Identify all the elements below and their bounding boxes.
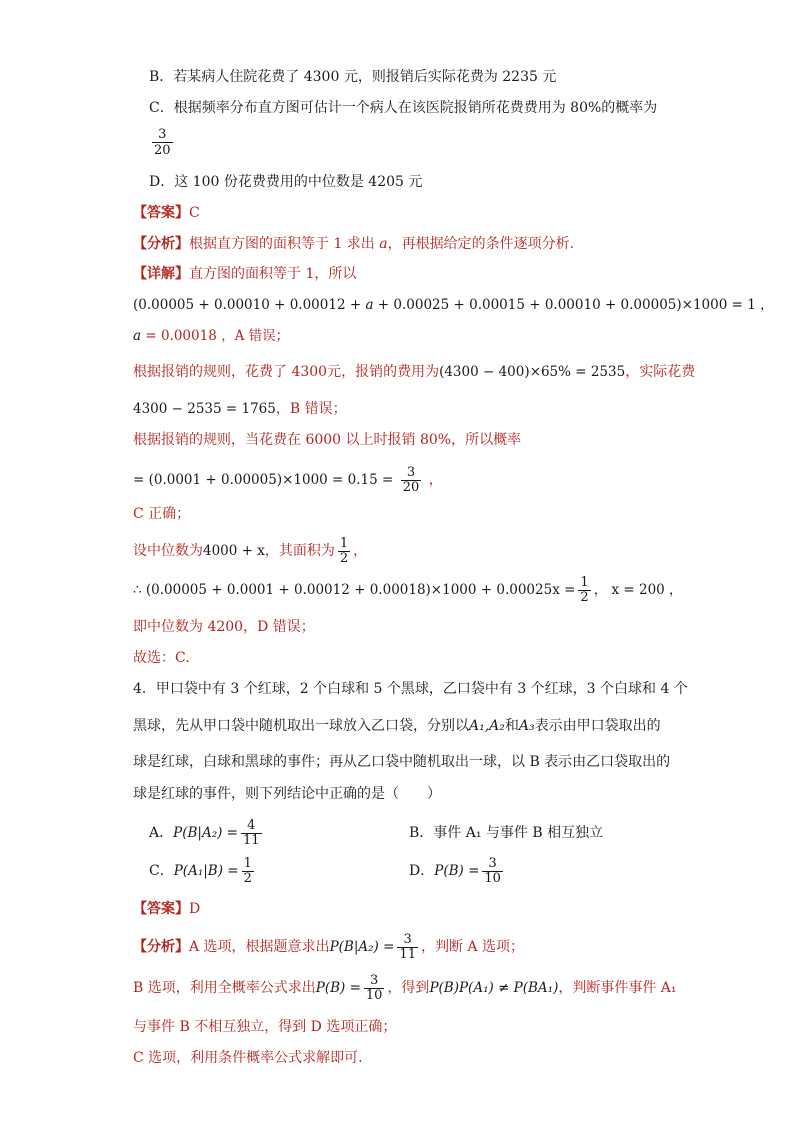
an2-math: P(B) =: [315, 980, 361, 996]
analysis-var: a: [379, 236, 388, 252]
q3-rule1: [133, 362, 695, 382]
fraction-numerator: 1: [339, 535, 349, 551]
q3-equation-1: [133, 295, 774, 315]
answer-value: C: [189, 205, 200, 221]
an1-fraction: [397, 933, 418, 962]
answer-tag: 【答案】: [133, 901, 189, 917]
rule1-math: (4300 − 400)×65% = 2535: [439, 364, 626, 380]
q4-analysis-line-4: C 选项，利用条件概率公式求解即可.: [133, 1050, 363, 1066]
rule1b-post: ，B 错误；: [275, 401, 347, 417]
detail-text: 直方图的面积等于 1，所以: [189, 266, 357, 282]
option-math: P(B|A₂) =: [173, 825, 238, 841]
fraction-numerator: 1: [243, 855, 252, 871]
stem2-vars: A₁,A₂: [469, 718, 505, 734]
fraction-numerator: 3: [482, 857, 503, 872]
an2-math2: P(B)P(A₁) ≠ P(BA₁): [429, 980, 559, 996]
q4-option-d: [409, 853, 506, 889]
fraction-numerator: 3: [397, 933, 418, 948]
q4-answer: [133, 899, 200, 919]
q4-analysis-line-3: 与事件 B 不相互独立，得到 D 选项正确；: [133, 1019, 397, 1035]
q3-probability: [133, 462, 443, 498]
median-pre: 设中位数为: [133, 543, 203, 559]
prob-post: ，: [428, 472, 443, 488]
q3-answer: [133, 203, 200, 223]
q3-equation-3: [133, 572, 683, 608]
prob-fraction: [401, 466, 422, 495]
q3-detail: [133, 264, 356, 284]
an2-mid: ，得到: [387, 980, 430, 996]
q4-analysis-line-1: [133, 929, 524, 965]
rule1-post: ，实际花费: [625, 364, 696, 380]
an1-math: P(B|A₂) =: [329, 939, 395, 955]
q4-stem-line-3: 球是红球，白球和黑球的事件；再从乙口袋中随机取出一球，以 B 表示由乙口袋取出的: [133, 754, 671, 770]
analysis-tag: 【分析】: [133, 236, 189, 252]
analysis-text: 根据直方图的面积等于 1 求出: [189, 236, 380, 252]
fraction-numerator: 3: [364, 974, 385, 989]
option-label: C．: [149, 863, 174, 879]
eq2-var: a: [133, 328, 142, 344]
analysis-tag: 【分析】: [133, 939, 189, 955]
fraction-denominator: 2: [243, 870, 252, 886]
q3-option-b: B．若某病人住院花费了 4300 元，则报销后实际花费为 2235 元: [149, 69, 557, 85]
option-fraction: [242, 857, 254, 886]
stem2-post: 表示由甲口袋取出的: [534, 718, 661, 734]
option-math: P(B) =: [434, 863, 480, 879]
fraction-denominator: 20: [402, 479, 420, 495]
q3-choose: 故选：C.: [133, 650, 190, 666]
an1-pre: A 选项，根据题意求出: [189, 939, 330, 955]
q4-stem-line-1: 4．甲口袋中有 3 个红球，2 个白球和 5 个黑球，乙口袋中有 3 个红球，3 个白球和 4 个: [133, 681, 688, 697]
option-label: D．: [409, 863, 435, 879]
q4-analysis-line-2: [133, 970, 677, 1006]
fraction-numerator: 3: [152, 127, 173, 143]
detail-tag: 【详解】: [133, 266, 189, 282]
q3-rule2: 根据报销的规则，当花费在 6000 以上时报销 80%，所以概率: [133, 432, 522, 448]
fraction-numerator: 4: [241, 819, 262, 834]
fraction-numerator: 1: [580, 575, 589, 590]
q4-option-b: B．事件 A₁ 与事件 B 相互独立: [409, 825, 604, 841]
q3-option-c: C．根据频率分布直方图可估计一个病人在该医院报销所花费费用为 80%的概率为: [149, 100, 658, 116]
q3-rule1-continued: [133, 399, 347, 419]
prob-math: = (0.0001 + 0.00005)×1000 = 0.15 =: [133, 472, 394, 488]
rule1-text: 根据报销的规则，花费了 4300元，报销的费用为: [133, 364, 440, 380]
q4-stem-line-2: [133, 716, 661, 736]
q3-option-d: D．这 100 份花费费用的中位数是 4205 元: [149, 174, 423, 190]
q3-median-result: 即中位数为 4200，D 错误；: [133, 619, 315, 635]
rule1b-math: 4300 − 2535 = 1765: [133, 401, 276, 417]
median-post: ，: [353, 543, 368, 559]
option-fraction: [241, 819, 262, 848]
fraction-denominator: 11: [242, 832, 260, 848]
stem2-var3: A₃: [518, 718, 535, 734]
stem2-and: 和: [504, 718, 519, 734]
median-mid: ，其面积为: [264, 543, 335, 559]
fraction-denominator: 11: [399, 946, 416, 962]
stem2-pre: 黑球，先从甲口袋中随机取出一球放入乙口袋，分别以: [133, 718, 469, 734]
eq3-fraction: [578, 576, 590, 605]
fraction-denominator: 2: [580, 590, 589, 605]
fraction-denominator: 10: [484, 870, 501, 886]
eq1-var: a: [365, 297, 374, 313]
q3-equation-2: [133, 326, 289, 346]
eq3-post: ， x = 200 ，: [593, 582, 683, 598]
fraction-denominator: 2: [339, 550, 349, 566]
answer-tag: 【答案】: [133, 205, 189, 221]
option-fraction: [482, 857, 503, 886]
an2-post: ，判断事件事件 A₁: [558, 980, 677, 996]
answer-value: D: [189, 901, 201, 917]
q3-median-setup: [133, 533, 367, 569]
eq1-post: + 0.00025 + 0.00015 + 0.00010 + 0.00005)×1000 = 1 ，: [373, 297, 774, 313]
fraction-numerator: 3: [401, 466, 422, 481]
median-math: 4000 + x: [203, 543, 265, 559]
median-fraction: [338, 537, 350, 566]
an1-post: ，判断 A 选项；: [420, 939, 524, 955]
q4-option-c: [149, 853, 257, 889]
fraction-denominator: 20: [154, 143, 171, 158]
eq3-pre: ∴ (0.00005 + 0.0001 + 0.00012 + 0.00018)×1000 + 0.00025x =: [133, 582, 576, 598]
q3-analysis: [133, 234, 574, 254]
option-math: P(A₁|B) =: [173, 863, 239, 879]
an2-pre: B 选项，利用全概率公式求出: [133, 980, 316, 996]
an2-fraction: [364, 974, 385, 1003]
option-label: A．: [149, 825, 174, 841]
eq2-text: = 0.00018 ，A 错误；: [141, 328, 290, 344]
q3-option-c-fraction: [152, 127, 173, 158]
q4-option-a: [149, 815, 265, 851]
q4-stem-line-4: 球是红球的事件，则下列结论中正确的是（ ）: [133, 786, 441, 802]
q3-c-correct: C 正确；: [133, 506, 191, 522]
eq1-pre: (0.00005 + 0.00010 + 0.00012 +: [133, 297, 366, 313]
fraction-denominator: 10: [365, 987, 383, 1003]
analysis-text-end: ，再根据给定的条件逐项分析.: [387, 236, 575, 252]
